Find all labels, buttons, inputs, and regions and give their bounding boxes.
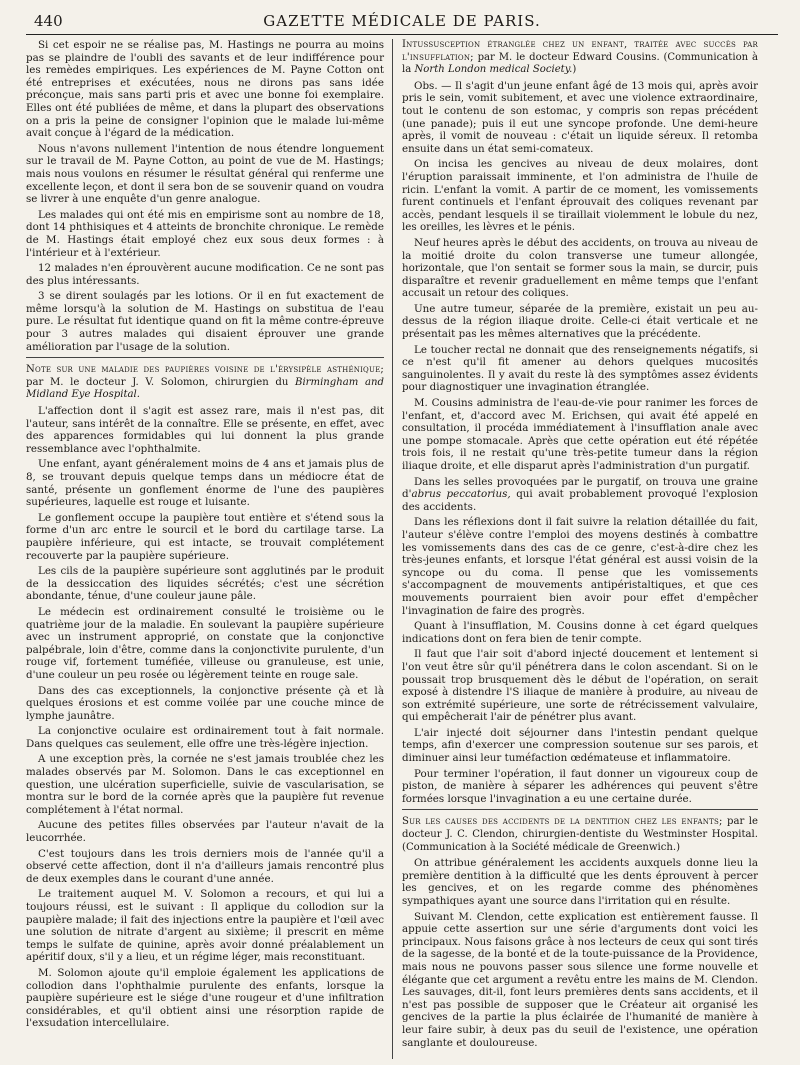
paragraph: Une enfant, ayant généralement moins de 4 ans et jamais plus de 8, se trouvant depuis quelque temps dans un médiocre état de santé, présente un gonflement énorme de l'une des paupières supérieures, laquelle est rouge et luisante. — [26, 458, 384, 509]
paragraph: Dans des cas exceptionnels, la conjonctive présente çà et là quelques érosions et est comme voilée par une couche mince de lymphe jaunâtre. — [26, 684, 384, 722]
paragraph: L'air injecté doit séjourner dans l'intestin pendant quelque temps, afin d'exercer une compression soutenue sur ses parois, et diminuer ainsi leur tuméfaction œdémateuse et inflammatoire. — [402, 726, 758, 765]
text-span: Dans les selles provoquées par le purgatif, on trouva une graine d' — [402, 475, 758, 501]
paragraph: Le gonflement occupe la paupière tout entière et s'étend sous la forme d'un arc entre le sourcil et le bord du cartilage tarse. La paupière inférieure, qui est intacte, se trouvait complétement recouverte par la paupière supérieure. — [26, 511, 384, 562]
article-byline-italic: North London medical Society. — [414, 64, 573, 76]
page-header — [26, 10, 778, 35]
paragraph: 3 se dirent soulagés par les lotions. Or il en fut exactement de même lorsqu'à la solution de M. Hastings on substitua de l'eau pure. Le résultat fut identique quand on fit la même contre-épreuve pour 3 autres malades qui disaient éprouver une grande amélioration par l'usage de la solution. — [26, 290, 384, 353]
section-divider — [26, 357, 384, 358]
article-byline: par le docteur J. C. Clendon, chirurgien-dentiste du Westminster Hospital. (Communication à la Société médicale de Greenwich.) — [402, 816, 758, 853]
article-title: Sur les causes des accidents de la dentition chez les enfants; — [402, 816, 723, 828]
paragraph: Pour terminer l'opération, il faut donner un vigoureux coup de piston, de manière à séparer les adhérences qui peuvent s'être formées lorsque l'invagination a eu une certaine durée. — [402, 767, 758, 805]
right-column — [392, 39, 758, 1059]
paragraph: A une exception près, la cornée ne s'est jamais troublée chez les malades observés par M. Solomon. Dans le cas exceptionnel en question, une ulcération superficielle, suivie de vascularisation, se montra sur le bord de la cornée après que la paupière fut revenue complétement à l'état normal. — [26, 753, 384, 816]
paragraph: Dans les réflexions dont il fait suivre la relation détaillée du fait, l'auteur s'élève contre l'emploi des moyens destinés à combattre les vomissements dans des cas de ce genre, c'est-à-dire chez les très-jeunes enfants, et lorsque l'état général est aussi voisin de la syncope ou du coma. Il pense que les vomissements s'accompagnent de mouvements antipéristaltiques, et que ces mouvements pourraient bien avoir pour effet d'empêcher l'invagination de faire des progrès. — [402, 516, 758, 617]
observation-paragraph — [402, 476, 758, 514]
observation-paragraph: Obs. — Il s'agit d'un jeune enfant âgé de 13 mois qui, après avoir pris le sein, vomit subitement, et avec une violence extraordinaire, tout le contenu de son estomac, y compris son repas précédent (une panade); puis il eut une syncope profonde. Une demi-heure après, il vomit de nouveau : c'était un liquide séreux. Il retomba ensuite dans un état semi-comateux. — [402, 79, 758, 155]
article-byline: par M. le docteur J. V. Solomon, chirurgien du — [26, 376, 296, 388]
observation-paragraph: Le toucher rectal ne donnait que des renseignements négatifs, si ce n'est qu'il fit amener au dehors quelques mucosités sanguinolentes. Il y avait du reste là des symptômes assez évidents pour diagnostiquer une invagination étranglée. — [402, 343, 758, 394]
paragraph: Les cils de la paupière supérieure sont agglutinés par le produit de la dessiccation des liquides sécrétés; c'est une sécrétion abondante, ténue, d'une couleur jaune pâle. — [26, 565, 384, 603]
observation-paragraph: Neuf heures après le début des accidents, on trouva au niveau de la moitié droite du colon transverse une tumeur allongée, horizontale, que l'on sentait se former sous la main, se durcir, puis disparaître et revenir graduellement en même temps que l'enfant accusait un retour des coliques. — [402, 236, 758, 300]
paragraph: Si cet espoir ne se réalise pas, M. Hastings ne pourra au moins pas se plaindre de l'oubli des savants et de leur indifférence pour les remèdes empiriques. Les expériences de M. Payne Cotton ont été entreprises et exécutées, nous ne dirons pas sans idée préconçue, mais sans parti pris et avec une bonne foi exemplaire. Elles ont été publiées de même, et dans la plupart des observations on a pris la peine de consigner l'opinion que le malade lui-même avait conçue à l'égard de la médication. — [26, 39, 384, 140]
section-divider — [402, 809, 758, 810]
paragraph: Il faut que l'air soit d'abord injecté doucement et lentement si l'on veut être sûr qu'il pénétrera dans le colon ascendant. Si on le poussait trop brusquement dès le début de l'opération, on serait exposé à distendre l'S iliaque de manière à produire, au niveau de son extrémité supérieure, une sorte de rétrécissement valvulaire, qui empêcherait l'air de pénétrer plus avant. — [402, 648, 758, 724]
paragraph: Suivant M. Clendon, cette explication est entièrement fausse. Il appuie cette assertion sur une série d'arguments dont voici les principaux. Nous faisons grâce à nos lecteurs de ceux qui sont tirés de la sagesse, de la bonté et de la toute-puissance de la Providence, mais nous ne pouvons passer sous silence une forme nouvelle et élégante que cet argument a revêtu entre les mains de M. Clendon. Les sauvages, dit-il, font leurs premières dents sans accidents, et il n'est pas possible de supposer que le Créateur ait organisé les gencives de la partie la plus éclairée de l'humanité de manière à leur faire subir, à deux pas du seuil de l'existence, une opération sanglante et douloureuse. — [402, 910, 758, 1049]
paragraph: On attribue généralement les accidents auxquels donne lieu la première dentition à la difficulté que les dents éprouvent à percer les gencives, et on les regarde comme des phénomènes sympathiques ayant une source dans l'irritation qui en résulte. — [402, 857, 758, 907]
article-byline: par M. le docteur Edward Cousins. (Communication à la — [402, 51, 758, 76]
page-number: 440 — [34, 12, 63, 30]
paragraph: Les malades qui ont été mis en empirisme sont au nombre de 18, dont 14 phthisiques et 4 atteints de bronchite chronique. Le remède de M. Hastings était employé chez eux sous deux formes : à l'intérieur et à l'extérieur. — [26, 208, 384, 259]
article-title: Intussusception étranglée chez un enfant, traitée avec succès par l'insufflation; — [402, 39, 758, 63]
observation-paragraph: On incisa les gencives au niveau de deux molaires, dont l'éruption paraissait imminente, et l'on administra de l'huile de ricin. L'enfant la vomit. A partir de ce moment, les vomissements furent continuels et l'enfant éprouvait des coliques revenant par accès, pendant lesquels il se tiraillait violemment le lobule du nez, les oreilles, les lèvres et le pénis. — [402, 158, 758, 234]
observation-paragraph: M. Cousins administra de l'eau-de-vie pour ranimer les forces de l'enfant, et, d'accord avec M. Erichsen, qui avait été appelé en consultation, il procéda immédiatement à l'insufflation anale avec une pompe stomacale. Après que cette opération eut été répétée trois fois, il ne restait qu'une très-petite tumeur dans la région iliaque droite, et elle disparut après l'administration d'un purgatif. — [402, 397, 758, 472]
article-heading — [26, 364, 384, 402]
paragraph: L'affection dont il s'agit est assez rare, mais il n'est pas, dit l'auteur, sans intérêt de la connaître. Elle se présente, en effet, avec des apparences formidables qui lui donnent la plus grande ressemblance avec l'ophthalmite. — [26, 405, 384, 455]
paragraph: Le traitement auquel M. V. Solomon a recours, et qui lui a toujours réussi, est le suivant : Il applique du collodion sur la paupière malade; il fait des injections entre la paupière et l'œil avec une solution de nitrate d'argent au sixième; il prescrit en même temps le sulfate de quinine, après avoir donné préalablement un apéritif doux, s'il y a lieu, et un régime léger, mais reconstituant. — [26, 888, 384, 964]
paragraph: Le médecin est ordinairement consulté le troisième ou le quatrième jour de la maladie. En soulevant la paupière supérieure avec un instrument approprié, on constate que la conjonctive palpébrale, loin d'être, comme dans la conjonctivite purulente, d'un rouge vif, fortement tuméfiée, villeuse ou granuleuse, est unie, d'une couleur un peu rosée ou légèrement teinte en rouge sale. — [26, 605, 384, 681]
article-byline-end: ) — [572, 64, 577, 76]
text-span: qui avait probablement provoqué l'explosion des accidents. — [402, 488, 758, 513]
paragraph: M. Solomon ajoute qu'il emploie également les applications de collodion dans l'ophthalmie purulente des enfants, lorsque la paupière supérieure est le siége d'une rougeur et d'une infiltration considérables, et qu'il obtient ainsi une résorption rapide de l'exsudation intercellulaire. — [26, 966, 384, 1030]
paragraph: C'est toujours dans les trois derniers mois de l'année qu'il a observé cette affection, dont il n'a d'ailleurs jamais rencontré plus de deux exemples dans le courant d'une année. — [26, 847, 384, 885]
article-byline-italic: Birmingham and Midland Eye Hospital. — [26, 376, 384, 401]
paragraph: 12 malades n'en éprouvèrent aucune modification. Ce ne sont pas des plus intéressants. — [26, 262, 384, 287]
paragraph: La conjonctive oculaire est ordinairement tout à fait normale. Dans quelques cas seulement, elle offre une très-légère injection. — [26, 725, 384, 750]
paragraph: Quant à l'insufflation, M. Cousins donne à cet égard quelques indications dont on fera bien de tenir compte. — [402, 620, 758, 645]
article-heading — [402, 39, 758, 77]
observation-paragraph: Une autre tumeur, séparée de la première, existait un peu au-dessus de la région iliaque droite. Celle-ci était verticale et ne présentait pas les mêmes alternatives que la précédente. — [402, 302, 758, 341]
paragraph: Aucune des petites filles observées par l'auteur n'avait de la leucorrhée. — [26, 819, 384, 845]
journal-title: GAZETTE MÉDICALE DE PARIS. — [263, 12, 541, 30]
article-heading — [402, 816, 758, 854]
species-name: abrus peccatorius, — [411, 488, 511, 501]
article-title: Note sur une maladie des paupières voisine de l'érysipèle asthénique; — [26, 364, 384, 376]
left-column — [26, 39, 392, 1059]
text-columns — [26, 39, 778, 1059]
paragraph: Nous n'avons nullement l'intention de nous étendre longuement sur le travail de M. Payne Cotton, au point de vue de M. Hastings; mais nous voulons en résumer le résultat général qui renferme une excellente leçon, et dont il sera bon de se souvenir quand on voudra se livrer à une enquête d'un genre analogue. — [26, 142, 384, 206]
